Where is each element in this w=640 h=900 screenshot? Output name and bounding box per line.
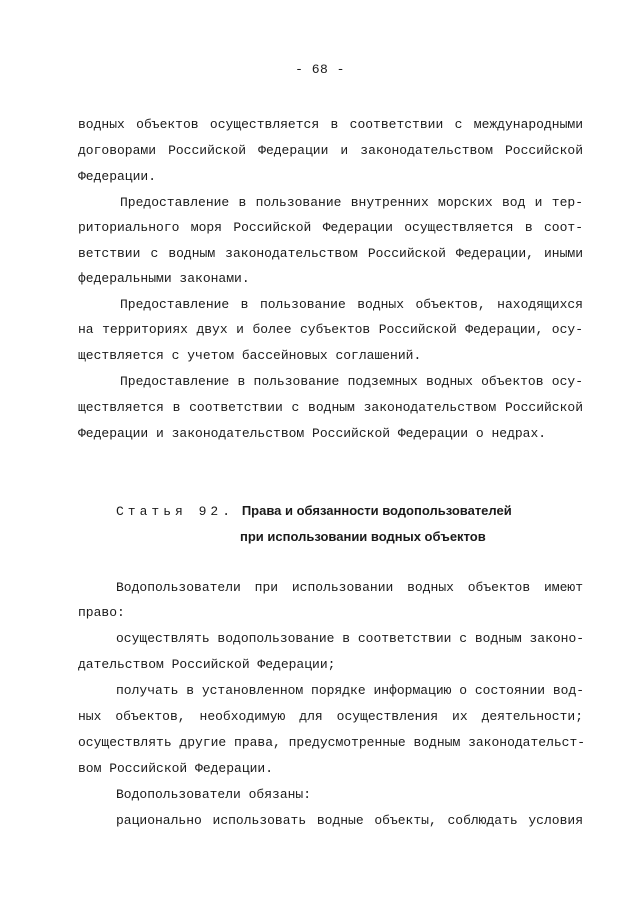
list-item-line: рационально использовать водные объекты, соблюдать условия xyxy=(116,813,583,828)
paragraph-line: Предоставление в пользование подземных водных объектов осу- xyxy=(120,374,583,389)
list-item-line: осуществлять другие права, предусмотренные водным законодательст- xyxy=(78,735,586,750)
article-heading xyxy=(116,503,512,520)
page-number: - 68 - xyxy=(295,62,345,77)
list-item-line: получать в установленном порядке информацию о состоянии вод- xyxy=(116,683,585,698)
paragraph-line: федеральными законами. xyxy=(78,271,250,286)
paragraph-line: Водопользователи обязаны: xyxy=(116,787,312,802)
paragraph-line: ветствии с водным законодательством Российской Федерации, иными xyxy=(78,246,583,261)
paragraph-line: Предоставление в пользование водных объектов, находящихся xyxy=(120,297,583,312)
paragraph-line: ществляется в соответствии с водным законодательством Российской xyxy=(78,400,583,415)
paragraph-line: право: xyxy=(78,605,125,620)
list-item-line: ных объектов, необходимую для осуществления их деятельности; xyxy=(78,709,583,724)
paragraph-line: риториального моря Российской Федерации осуществляется в соот- xyxy=(78,220,583,235)
paragraph-line: Федерации и законодательством Российской Федерации о недрах. xyxy=(78,426,547,441)
list-item-line: осуществлять водопользование в соответствии с водным законо- xyxy=(116,631,585,646)
article-title-continued: при использовании водных объектов xyxy=(240,529,486,544)
paragraph-line: ществляется с учетом бассейновых соглашений. xyxy=(78,348,422,363)
paragraph-line: Водопользователи при использовании водных объектов имеют xyxy=(116,580,583,595)
paragraph-line: договорами Российской Федерации и законодательством Российской xyxy=(78,143,583,158)
paragraph-line: водных объектов осуществляется в соответствии с международными xyxy=(78,117,583,132)
paragraph-line: Предоставление в пользование внутренних морских вод и тер- xyxy=(120,195,583,210)
paragraph-line: Федерации. xyxy=(78,169,157,184)
list-item-line: вом Российской Федерации. xyxy=(78,761,274,776)
article-title: Права и обязанности водопользователей xyxy=(241,503,512,518)
paragraph-line: на территориях двух и более субъектов Российской Федерации, осу- xyxy=(78,322,583,337)
list-item-line: дательством Российской Федерации; xyxy=(78,657,336,672)
article-label: Статья 92. xyxy=(116,504,235,519)
